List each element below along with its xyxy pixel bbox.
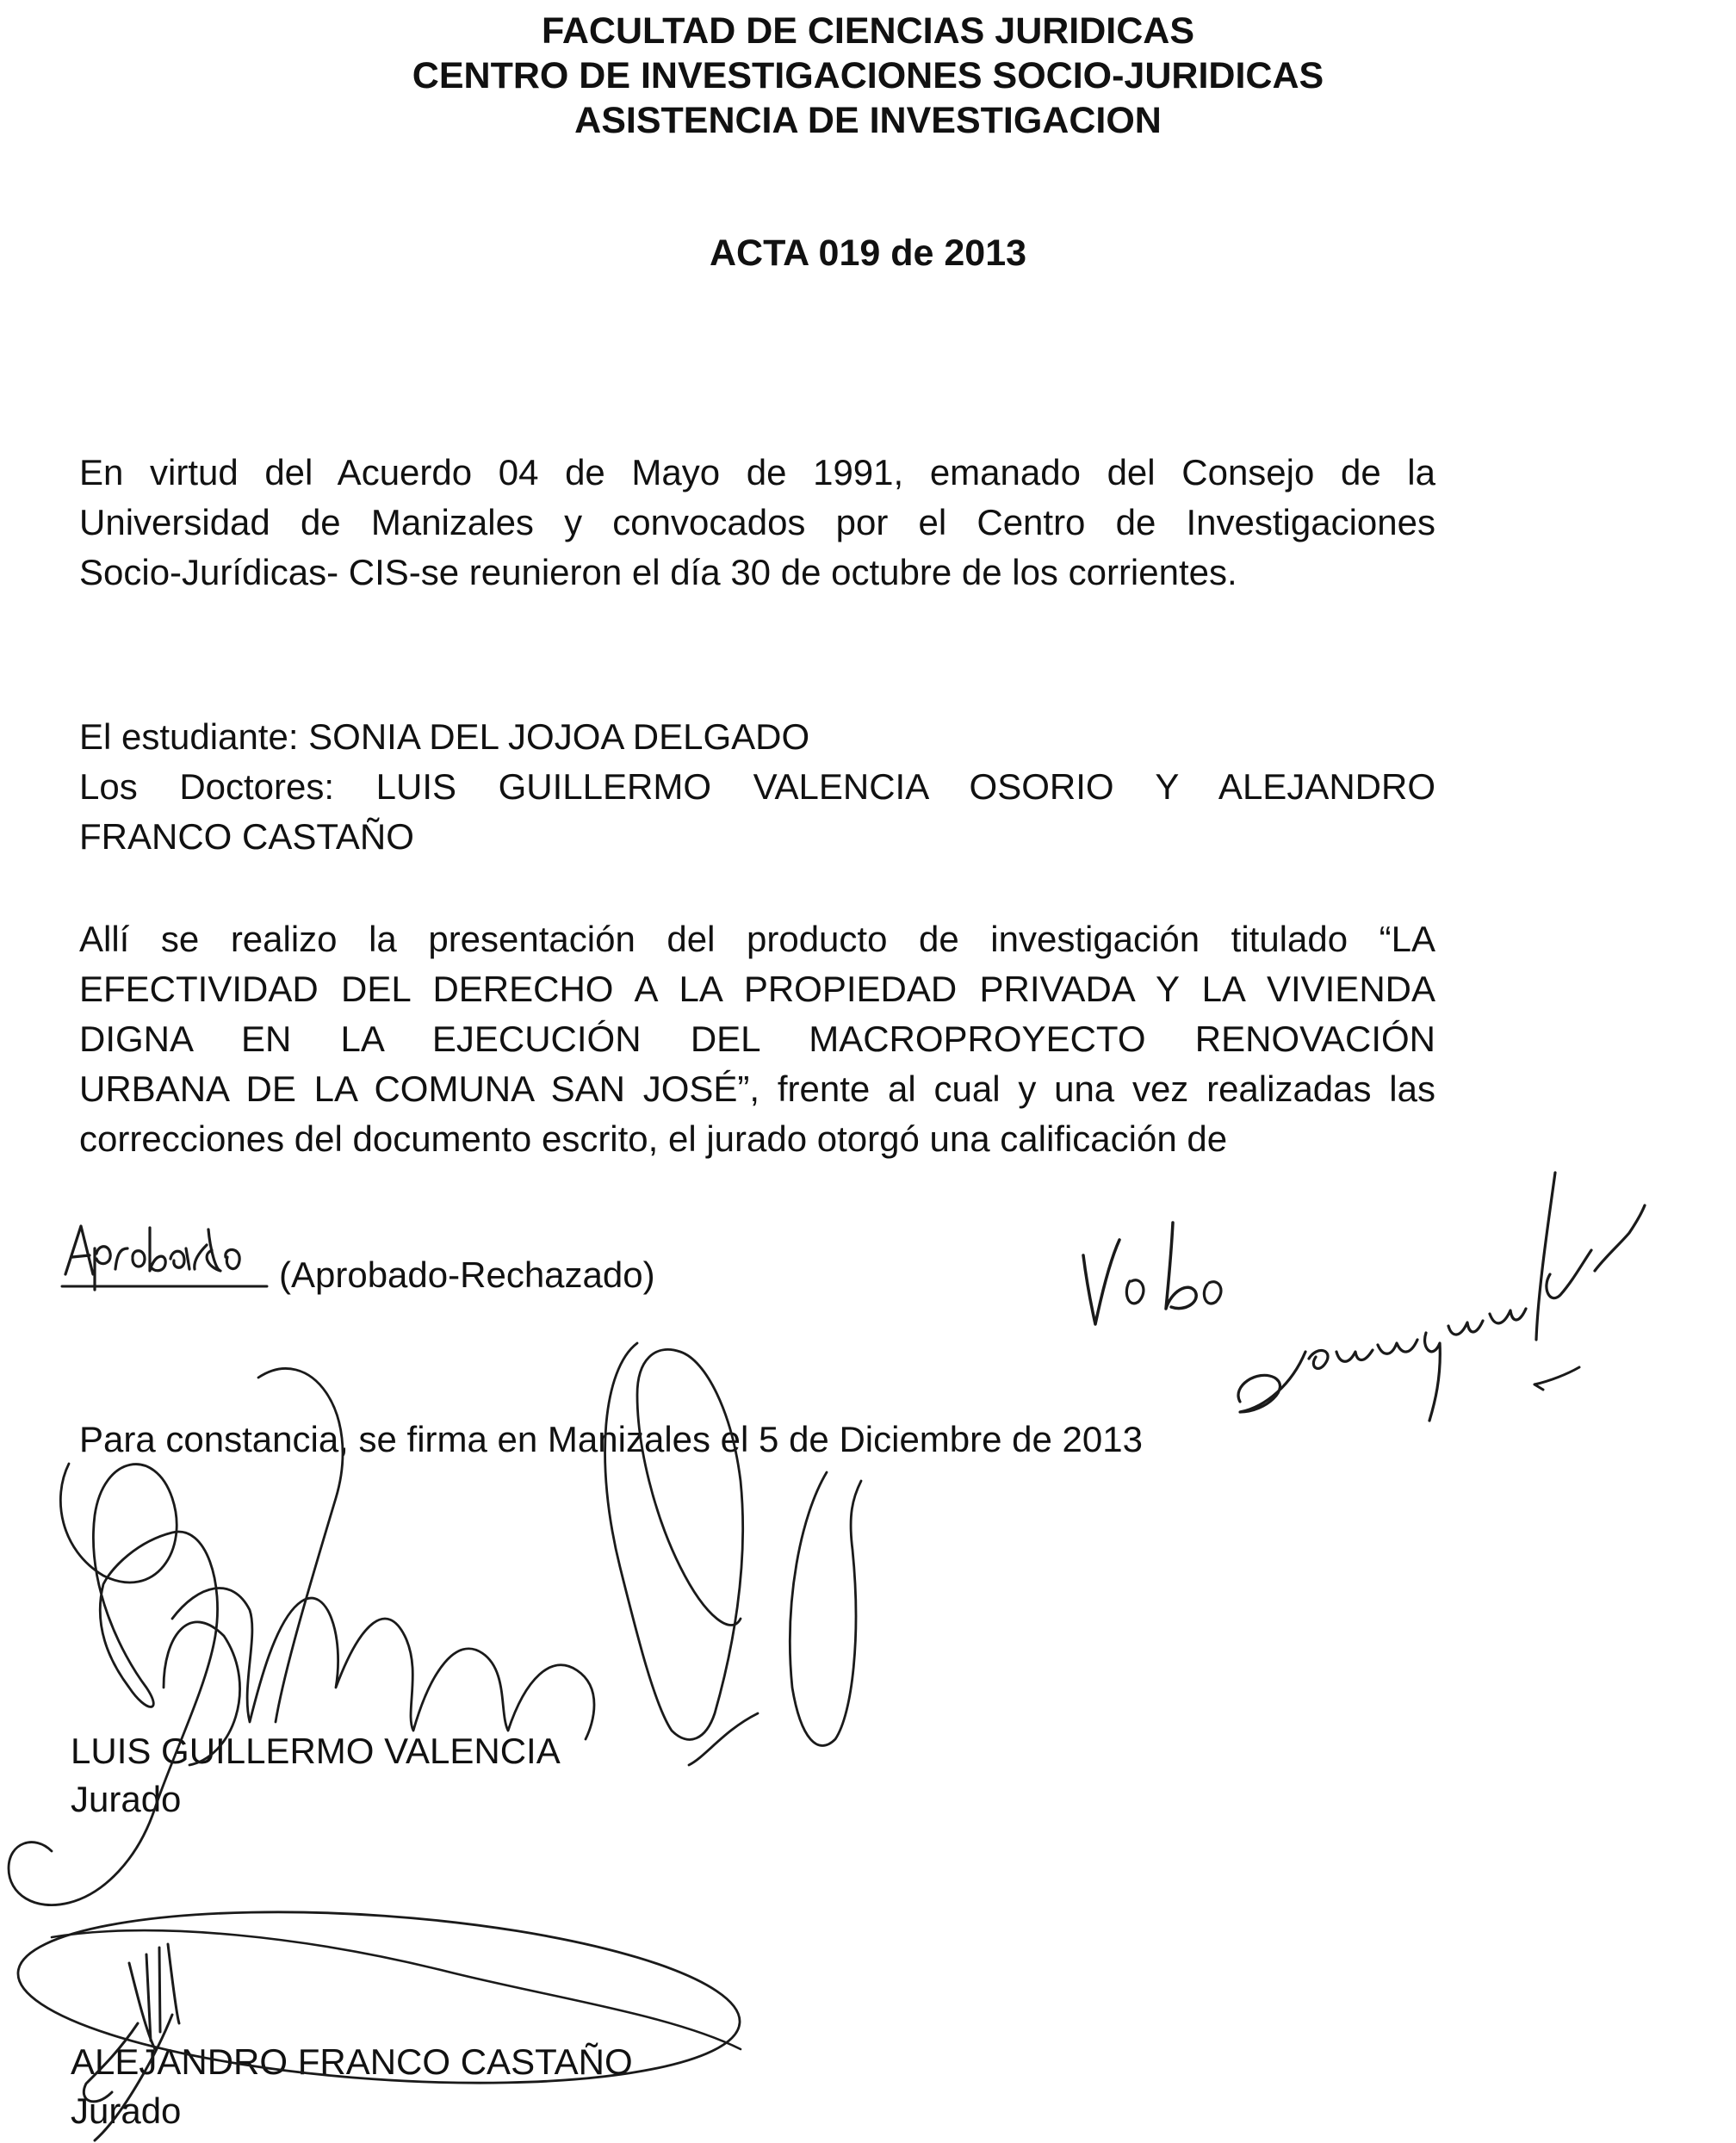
doctors-paragraph [79, 762, 1435, 862]
handwritten-grade-value [60, 1214, 271, 1297]
presentation-line: DIGNA EN LA EJECUCIÓN DEL MACROPROYECTO RENOVACIÓN [79, 1019, 1435, 1059]
signatory-name: ALEJANDRO FRANCO CASTAÑO [71, 2041, 633, 2082]
signatory-role: Jurado [71, 2090, 182, 2131]
closing-statement: Para constancia, se firma en Manizales el 5 de Diciembre de 2013 [79, 1419, 1143, 1459]
presentation-paragraph [79, 914, 1435, 1164]
document-header [0, 9, 1736, 143]
grade-options: (Aprobado-Rechazado) [279, 1254, 655, 1295]
signatory-role: Jurado [71, 1779, 182, 1819]
student-line: El estudiante: SONIA DEL JOJOA DELGADO [79, 716, 810, 757]
presentation-line: Allí se realizo la presentación del producto de investigación titulado “LA [79, 919, 1435, 959]
department-name: ASISTENCIA DE INVESTIGACION [574, 100, 1162, 141]
handwritten-vobo-note [1083, 1173, 1645, 1421]
acta-title: ACTA 019 de 2013 [709, 232, 1027, 274]
intro-paragraph [79, 448, 1435, 598]
intro-line: En virtud del Acuerdo 04 de Mayo de 1991, emanado del Consejo de la [79, 452, 1435, 492]
doctors-line: Los Doctores: LUIS GUILLERMO VALENCIA OSORIO Y ALEJANDRO [79, 766, 1435, 807]
faculty-name: FACULTAD DE CIENCIAS JURIDICAS [541, 10, 1195, 52]
doctors-line: FRANCO CASTAÑO [79, 816, 414, 857]
presentation-line: correcciones del documento escrito, el jurado otorgó una calificación de [79, 1118, 1228, 1159]
signatory-name: LUIS GUILLERMO VALENCIA [71, 1731, 561, 1771]
research-center-name: CENTRO DE INVESTIGACIONES SOCIO-JURIDICAS [412, 55, 1324, 96]
intro-line: Universidad de Manizales y convocados por el Centro de Investigaciones [79, 502, 1435, 542]
presentation-line: URBANA DE LA COMUNA SAN JOSÉ”, frente al cual y una vez realizadas las [79, 1068, 1435, 1109]
presentation-line: EFECTIVIDAD DEL DERECHO A LA PROPIEDAD PRIVADA Y LA VIVIENDA [79, 969, 1435, 1009]
intro-line: Socio-Jurídicas- CIS-se reunieron el día 30 de octubre de los corrientes. [79, 552, 1237, 592]
